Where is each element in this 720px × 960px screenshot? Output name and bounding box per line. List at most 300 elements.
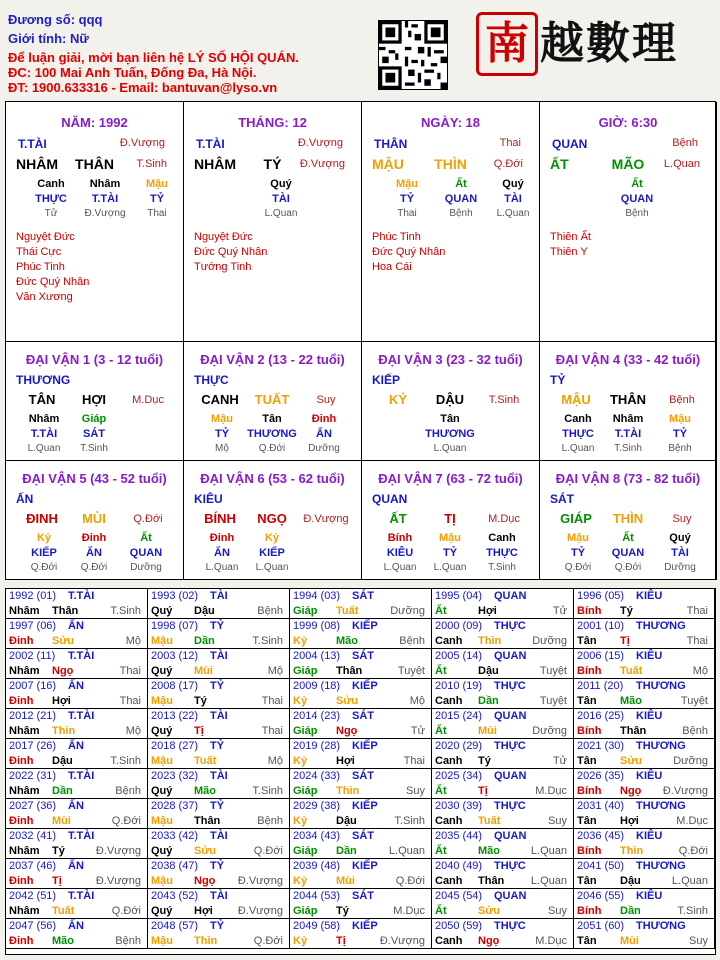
year-phase: Thai — [261, 695, 283, 707]
year-branch: Mùi — [194, 665, 213, 677]
daivan-title: ĐẠI VẬN 7 (63 - 72 tuổi) — [378, 471, 523, 486]
hidden-god: TÀI — [504, 193, 522, 205]
year-branch: Mùi — [478, 725, 497, 737]
pillar-branch: THÌN — [434, 156, 467, 172]
daivan-god: SÁT — [550, 492, 574, 506]
year-cell — [6, 769, 148, 799]
pillar-god: THÂN — [374, 137, 408, 151]
year-stem: Canh — [435, 935, 463, 947]
year-stem: Quý — [151, 665, 173, 677]
pillar-god: T.TÀI — [18, 137, 47, 151]
pillar-god2: Đ.Vượng — [119, 137, 165, 149]
daivan-branch: TỊ — [444, 511, 456, 526]
year-stem: Ất — [435, 605, 447, 617]
year-stem: Đinh — [9, 875, 34, 887]
year-cell — [290, 589, 432, 619]
year-cell — [148, 829, 290, 859]
year-phase: Tuyệt — [680, 695, 708, 707]
year-label: 2025 (34) — [435, 770, 483, 782]
year-stem: Mậu — [151, 815, 173, 827]
year-branch: Thìn — [194, 935, 218, 947]
year-cell — [148, 919, 290, 949]
year-branch: Tị — [52, 875, 62, 887]
hidden-god: TỶ — [214, 428, 230, 440]
star-item: Thiên Ất — [550, 231, 591, 243]
year-cell — [574, 679, 715, 709]
year-phase: Đ.Vượng — [95, 875, 141, 887]
year-label: 2030 (39) — [435, 800, 483, 812]
hidden-god: ẤN — [86, 547, 102, 559]
hidden-stem: Mậu — [211, 413, 233, 425]
year-god: T.TÀI — [68, 710, 95, 722]
year-phase: Suy — [548, 905, 567, 917]
year-label: 2019 (28) — [293, 740, 341, 752]
hidden-phase: L.Quan — [383, 562, 417, 573]
hidden-god: THỰC — [562, 428, 594, 440]
year-god: ẤN — [68, 620, 84, 632]
year-god: TÀI — [210, 710, 228, 722]
hidden-stem: Canh — [488, 532, 516, 544]
annual-grid — [5, 588, 716, 955]
owner-value: qqq — [78, 12, 103, 27]
year-branch: Tị — [336, 935, 346, 947]
year-god: SÁT — [352, 890, 374, 902]
year-branch: Dần — [336, 845, 357, 857]
year-branch: Mão — [336, 635, 358, 647]
year-branch: Hợi — [620, 815, 639, 827]
year-label: 2027 (36) — [9, 800, 57, 812]
year-label: 2004 (13) — [293, 650, 341, 662]
year-label: 2011 (20) — [577, 680, 624, 692]
pillar-stem: NHÂM — [16, 156, 58, 172]
year-phase: Q.Đới — [111, 815, 141, 827]
year-cell — [148, 679, 290, 709]
year-label: 2040 (49) — [435, 860, 483, 872]
hidden-phase: T.Sinh — [80, 443, 108, 454]
hidden-stem: Ất — [455, 178, 467, 190]
year-god: T.TÀI — [68, 590, 95, 602]
year-cell — [6, 829, 148, 859]
year-stem: Nhâm — [9, 665, 40, 677]
year-god: KIÊU — [636, 650, 663, 662]
year-cell — [290, 889, 432, 919]
year-stem: Canh — [435, 695, 463, 707]
year-cell — [574, 829, 715, 859]
year-phase: Thai — [119, 665, 141, 677]
year-label: 2005 (14) — [435, 650, 483, 662]
hidden-phase: Mộ — [215, 443, 229, 454]
year-branch: Thìn — [52, 725, 76, 737]
hidden-god: T.TÀI — [614, 428, 642, 440]
hidden-stem: Quý — [502, 178, 524, 190]
year-god: SÁT — [352, 710, 374, 722]
year-phase: T.Sinh — [677, 905, 708, 917]
year-label: 1992 (01) — [9, 590, 57, 602]
year-cell — [6, 919, 148, 949]
year-cell — [290, 679, 432, 709]
year-stem: Canh — [435, 875, 463, 887]
year-stem: Nhâm — [9, 725, 40, 737]
owner-line — [8, 12, 103, 28]
hidden-stem: Ất — [631, 178, 643, 190]
year-cell — [432, 859, 574, 889]
year-cell — [432, 709, 574, 739]
year-god: THƯƠNG — [636, 800, 686, 812]
year-stem: Giáp — [293, 905, 318, 917]
hidden-stem: Bính — [387, 532, 413, 544]
gender-label: Giới tính: — [8, 31, 67, 46]
year-god: QUAN — [494, 890, 527, 902]
year-god: TỶ — [210, 920, 225, 932]
year-phase: Thai — [119, 695, 141, 707]
daivan-cell — [362, 342, 540, 461]
year-god: THƯƠNG — [636, 620, 686, 632]
year-branch: Thân — [52, 605, 79, 617]
year-branch: Mùi — [620, 935, 639, 947]
year-stem: Kỷ — [293, 635, 308, 647]
year-god: KIÊU — [636, 770, 663, 782]
year-label: 2045 (54) — [435, 890, 483, 902]
hidden-stem: Nhâm — [612, 413, 644, 425]
year-label: 2014 (23) — [293, 710, 341, 722]
year-stem: Quý — [151, 605, 173, 617]
pillar-cell — [184, 102, 362, 342]
phone-email-line: ĐT: 1900.633316 - Email: bantuvan@lyso.vn — [8, 80, 278, 95]
year-god: TÀI — [210, 830, 228, 842]
year-god: TỶ — [210, 620, 225, 632]
hidden-stem: Nhâm — [28, 413, 60, 425]
hidden-phase: Dưỡng — [308, 443, 340, 454]
year-branch: Mão — [194, 785, 216, 797]
year-phase: Đ.Vượng — [379, 935, 425, 947]
year-branch: Dần — [620, 905, 641, 917]
year-cell — [290, 829, 432, 859]
year-label: 2036 (45) — [577, 830, 625, 842]
year-cell — [432, 829, 574, 859]
daivan-stem: MẬU — [561, 392, 591, 407]
year-god: ẤN — [68, 860, 84, 872]
year-cell — [148, 649, 290, 679]
year-label: 1995 (04) — [435, 590, 483, 602]
year-god: THỰC — [494, 620, 526, 632]
year-god: ẤN — [68, 680, 84, 692]
year-god: THỰC — [494, 680, 526, 692]
year-stem: Đinh — [9, 635, 34, 647]
year-branch: Tý — [52, 845, 65, 857]
year-label: 2015 (24) — [435, 710, 483, 722]
year-branch: Tuất — [336, 605, 359, 617]
daivan-right: M.Dục — [132, 394, 164, 406]
hidden-god: KIẾP — [31, 547, 57, 559]
year-branch: Ngọ — [52, 665, 74, 677]
year-stem: Ất — [435, 725, 447, 737]
hidden-god: THỰC — [35, 193, 67, 205]
hidden-stem: Đinh — [311, 413, 337, 425]
year-branch: Sửu — [478, 905, 501, 917]
gender-value: Nữ — [69, 31, 89, 46]
qr-code-icon — [378, 20, 448, 90]
year-cell — [574, 769, 715, 799]
year-branch: Dậu — [52, 755, 73, 767]
year-label: 1998 (07) — [151, 620, 199, 632]
hidden-stem: Tân — [440, 413, 460, 425]
year-god: THƯƠNG — [636, 920, 686, 932]
year-cell — [6, 589, 148, 619]
hidden-god: QUAN — [129, 547, 163, 559]
hidden-phase: Q.Đới — [258, 443, 286, 454]
daivan-cell — [540, 342, 717, 461]
daivan-god: TỶ — [550, 373, 566, 387]
year-branch: Thân — [194, 815, 221, 827]
year-cell — [6, 739, 148, 769]
daivan-god: QUAN — [372, 492, 408, 506]
hidden-god: THƯƠNG — [247, 428, 297, 440]
daivan-stem: ĐINH — [26, 511, 58, 526]
hidden-god: ẤN — [316, 428, 332, 440]
year-stem: Mậu — [151, 635, 173, 647]
year-stem: Quý — [151, 905, 173, 917]
star-item: Tướng Tinh — [194, 261, 252, 273]
year-cell — [6, 799, 148, 829]
year-phase: Thai — [403, 755, 425, 767]
year-cell — [6, 619, 148, 649]
star-item: Phúc Tinh — [372, 231, 421, 243]
year-stem: Giáp — [293, 845, 318, 857]
star-item: Hoa Cái — [372, 261, 412, 273]
year-god: THỰC — [494, 860, 526, 872]
year-god: TỶ — [210, 680, 225, 692]
year-branch: Tuất — [52, 905, 75, 917]
hidden-god: SÁT — [83, 428, 105, 440]
hidden-phase: Dưỡng — [130, 562, 162, 573]
year-branch: Thìn — [478, 635, 502, 647]
year-label: 2033 (42) — [151, 830, 199, 842]
hidden-god: TỶ — [672, 428, 688, 440]
year-stem: Đinh — [9, 815, 34, 827]
year-god: KIÊU — [636, 830, 663, 842]
pillar-title: NĂM: 1992 — [61, 115, 128, 130]
hidden-stem: Tân — [262, 413, 282, 425]
year-god: KIÊU — [636, 710, 663, 722]
year-cell — [574, 799, 715, 829]
year-branch: Thìn — [620, 845, 644, 857]
year-stem: Kỷ — [293, 695, 308, 707]
contact-line: Để luận giải, mời bạn liên hệ LÝ SỐ HỘI QUÁN. — [8, 50, 299, 65]
year-label: 2032 (41) — [9, 830, 57, 842]
year-branch: Hợi — [194, 905, 213, 917]
hidden-stem: Canh — [37, 178, 65, 190]
year-label: 1997 (06) — [9, 620, 57, 632]
year-phase: Tuyệt — [539, 665, 567, 677]
hidden-phase: L.Quan — [27, 443, 61, 454]
year-branch: Ngọ — [336, 725, 358, 737]
hidden-phase: T.Sinh — [614, 443, 642, 454]
year-label: 2007 (16) — [9, 680, 57, 692]
pillar-title: THÁNG: 12 — [238, 115, 307, 130]
year-cell — [574, 889, 715, 919]
year-cell — [148, 769, 290, 799]
pillar-god2: Đ.Vượng — [297, 137, 343, 149]
year-phase: L.Quan — [671, 875, 708, 887]
year-god: QUAN — [494, 770, 527, 782]
year-stem: Mậu — [151, 695, 173, 707]
year-cell — [148, 589, 290, 619]
year-god: T.TÀI — [68, 890, 95, 902]
year-label: 2041 (50) — [577, 860, 625, 872]
hidden-stem: Quý — [669, 532, 691, 544]
year-label: 2017 (26) — [9, 740, 57, 752]
year-stem: Tân — [577, 815, 597, 827]
year-label: 2023 (32) — [151, 770, 199, 782]
year-cell — [432, 679, 574, 709]
year-branch: Ngọ — [478, 935, 500, 947]
daivan-stem: CANH — [201, 392, 239, 407]
year-god: KIẾP — [352, 860, 378, 872]
year-label: 2001 (10) — [577, 620, 625, 632]
year-cell — [574, 649, 715, 679]
year-phase: Bệnh — [115, 785, 141, 797]
year-branch: Dần — [478, 695, 499, 707]
hidden-phase: Bệnh — [449, 208, 473, 219]
daivan-title: ĐẠI VẬN 6 (53 - 62 tuổi) — [200, 471, 345, 486]
year-cell — [6, 889, 148, 919]
daivan-stem: BÍNH — [204, 511, 236, 526]
daivan-god: THỰC — [194, 373, 229, 387]
daivan-right: Q.Đới — [133, 513, 163, 525]
year-phase: Bệnh — [257, 605, 283, 617]
year-phase: Suy — [406, 785, 425, 797]
year-branch: Ngọ — [194, 875, 216, 887]
year-god: TỶ — [210, 860, 225, 872]
year-god: ẤN — [68, 920, 84, 932]
year-god: T.TÀI — [68, 770, 95, 782]
year-phase: Tử — [410, 725, 425, 737]
year-god: KIẾP — [352, 920, 378, 932]
hidden-stem: Quý — [270, 178, 292, 190]
year-god: ẤN — [68, 800, 84, 812]
year-phase: Q.Đới — [253, 935, 283, 947]
pillar-branch: MÃO — [611, 156, 645, 172]
daivan-title: ĐẠI VẬN 4 (33 - 42 tuổi) — [555, 352, 701, 367]
year-label: 2046 (55) — [577, 890, 625, 902]
hidden-stem: Mậu — [567, 532, 589, 544]
daivan-god: KIÊU — [194, 492, 223, 506]
hidden-phase: Q.Đới — [80, 562, 108, 573]
pillar-stem: NHÂM — [194, 156, 236, 172]
year-cell — [574, 589, 715, 619]
year-cell — [148, 799, 290, 829]
year-label: 2043 (52) — [151, 890, 199, 902]
year-stem: Tân — [577, 695, 597, 707]
pillar-god: T.TÀI — [196, 137, 225, 151]
daivan-branch: TUẤT — [254, 392, 290, 407]
year-branch: Tý — [336, 905, 349, 917]
year-god: THỰC — [494, 800, 526, 812]
pillar-branch: TÝ — [263, 156, 282, 172]
year-phase: T.Sinh — [110, 605, 141, 617]
year-god: SÁT — [352, 770, 374, 782]
year-stem: Kỷ — [293, 875, 308, 887]
year-cell — [574, 709, 715, 739]
hidden-god: THỰC — [486, 547, 518, 559]
hidden-stem: Kỷ — [264, 532, 280, 544]
year-branch: Dần — [52, 785, 73, 797]
year-phase: M.Dục — [535, 935, 567, 947]
pillar-stem: MẬU — [372, 156, 404, 172]
year-branch: Sửu — [620, 755, 643, 767]
hidden-stem: Mậu — [146, 178, 168, 190]
star-item: Nguyệt Đức — [16, 231, 75, 243]
year-phase: M.Dục — [535, 785, 567, 797]
year-cell — [148, 859, 290, 889]
year-label: 2034 (43) — [293, 830, 341, 842]
year-cell — [574, 919, 715, 949]
year-label: 2010 (19) — [435, 680, 483, 692]
year-label: 1994 (03) — [293, 590, 341, 602]
year-god: SÁT — [352, 590, 374, 602]
year-cell — [574, 619, 715, 649]
hidden-phase: Q.Đới — [30, 562, 58, 573]
daivan-cell — [540, 461, 717, 580]
year-stem: Nhâm — [9, 905, 40, 917]
year-label: 2035 (44) — [435, 830, 483, 842]
year-phase: T.Sinh — [394, 815, 425, 827]
year-stem: Mậu — [151, 875, 173, 887]
hidden-god: TỶ — [149, 193, 165, 205]
year-branch: Dậu — [620, 875, 641, 887]
year-phase: Mộ — [692, 665, 708, 677]
daivan-branch: MÙI — [82, 511, 106, 526]
star-item: Phúc Tinh — [16, 261, 65, 273]
year-branch: Sửu — [194, 845, 217, 857]
year-god: QUAN — [494, 590, 527, 602]
year-phase: Tuyệt — [397, 665, 425, 677]
year-stem: Quý — [151, 845, 173, 857]
year-branch: Thìn — [336, 785, 360, 797]
year-branch: Dậu — [194, 605, 215, 617]
year-phase: Thai — [686, 605, 708, 617]
year-branch: Mão — [52, 935, 74, 947]
hidden-phase: T.Sinh — [488, 562, 516, 573]
year-god: KIÊU — [636, 590, 663, 602]
year-label: 1999 (08) — [293, 620, 341, 632]
year-god: TỶ — [210, 740, 225, 752]
daivan-right: Suy — [672, 513, 692, 525]
year-cell — [6, 679, 148, 709]
gender-line — [8, 31, 89, 47]
year-cell — [432, 889, 574, 919]
year-phase: Q.Đới — [395, 875, 425, 887]
year-cell — [290, 739, 432, 769]
hidden-god: TỶ — [570, 547, 586, 559]
hidden-god: QUAN — [444, 193, 478, 205]
year-cell — [432, 619, 574, 649]
year-label: 2028 (37) — [151, 800, 199, 812]
year-label: 2051 (60) — [577, 920, 625, 932]
year-stem: Đinh — [9, 755, 34, 767]
year-cell — [290, 709, 432, 739]
hidden-stem: Đinh — [209, 532, 235, 544]
year-god: THỰC — [494, 920, 526, 932]
year-phase: M.Dục — [393, 905, 425, 917]
daivan-branch: NGỌ — [257, 511, 287, 526]
pillar-cell — [362, 102, 540, 342]
year-stem: Tân — [577, 935, 597, 947]
daivan-stem: GIÁP — [560, 511, 592, 526]
pillars-grid — [5, 101, 716, 580]
hidden-stem: Mậu — [396, 178, 418, 190]
hidden-phase: L.Quan — [496, 208, 530, 219]
